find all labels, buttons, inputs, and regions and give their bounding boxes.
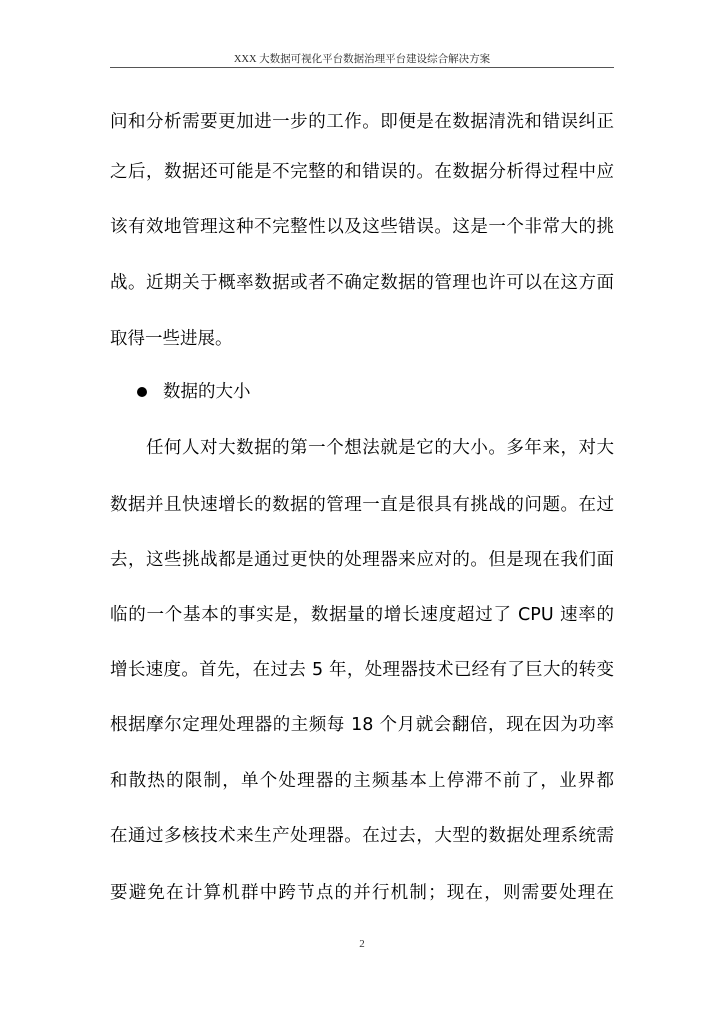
paragraph-line: 之后，数据还可能是不完整的和错误的。在数据分析得过程中应 <box>110 162 614 182</box>
paragraph-line: 战。近期关于概率数据或者不确定数据的管理也许可以在这方面 <box>110 273 614 293</box>
paragraph-line: 根据摩尔定理处理器的主频每 18 个月就会翻倍，现在因为功率 <box>110 715 614 735</box>
paragraph-line: 去，这些挑战都是通过更快的处理器来应对的。但是现在我们面 <box>110 550 614 570</box>
page-header: XXX 大数据可视化平台数据治理平台建设综合解决方案 <box>233 54 491 65</box>
paragraph-line: 要避免在计算机群中跨节点的并行机制；现在，则需要处理在 <box>110 883 614 903</box>
bullet-label: 数据的大小 <box>163 382 251 402</box>
paragraph-line: 和散热的限制，单个处理器的主频基本上停滞不前了，业界都 <box>110 771 614 791</box>
paragraph-line: 任何人对大数据的第一个想法就是它的大小。多年来，对大 <box>146 438 614 458</box>
paragraph-line: 在通过多核技术来生产处理器。在过去，大型的数据处理系统需 <box>110 826 614 846</box>
paragraph-line: 取得一些进展。 <box>110 329 233 349</box>
paragraph-line: 该有效地管理这种不完整性以及这些错误。这是一个非常大的挑 <box>110 217 614 237</box>
bullet-item <box>137 381 251 403</box>
header-rule <box>110 67 614 68</box>
paragraph-line: 数据并且快速增长的数据的管理一直是很具有挑战的问题。在过 <box>110 495 614 515</box>
page-number: 2 <box>359 938 365 950</box>
paragraph-line: 增长速度。首先，在过去 5 年，处理器技术已经有了巨大的转变 <box>110 660 614 680</box>
paragraph-line: 临的一个基本的事实是，数据量的增长速度超过了 CPU 速率的 <box>110 605 614 625</box>
paragraph-line: 问和分析需要更加进一步的工作。即便是在数据清洗和错误纠正 <box>110 112 614 132</box>
bullet-dot-icon <box>137 387 147 397</box>
